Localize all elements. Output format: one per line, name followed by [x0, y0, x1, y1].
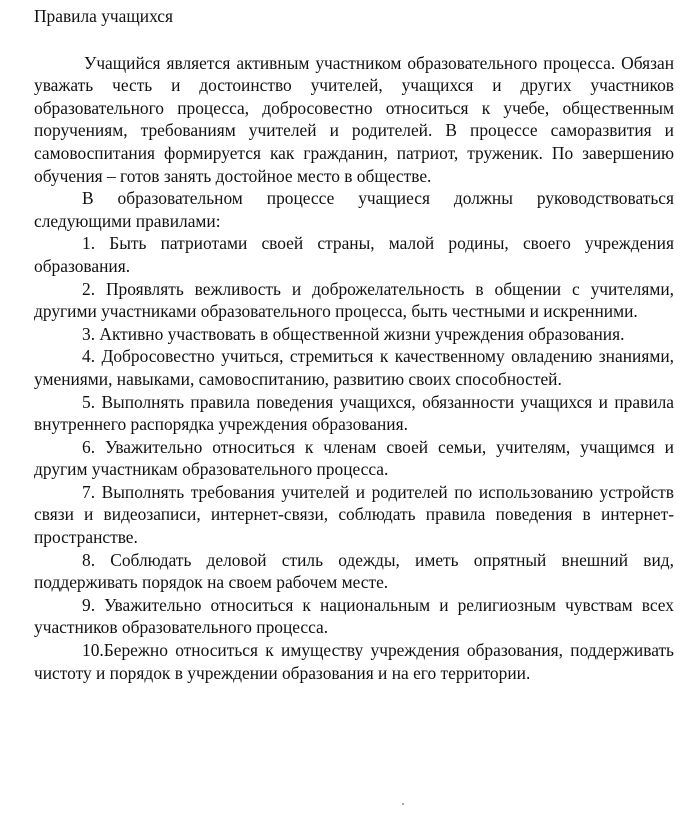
rule-item — [34, 345, 674, 390]
intro-paragraph: Учащийся является активным участником образовательного процесса. Обязан уважать честь и достоинство учителей, учащихся и других участников образовательного процесса, добросовестно относиться к учебе, общественным поручениям, требованиям учителей и родителей. В процессе саморазвития и самовоспитания формируется как гражданин, патриот, труженик. По завершению обучения – готов занять достойное место в обществе. — [34, 52, 674, 186]
rule-number: 3. — [82, 323, 96, 344]
rule-item — [34, 594, 674, 639]
rule-item — [34, 278, 674, 323]
rule-item — [34, 232, 674, 277]
rule-number: 5. — [82, 391, 96, 412]
rule-text: Выполнять требования учителей и родителей по использованию устройств связи и видеозаписи, интернет-связи, соблюдать правила поведения в интернет-пространстве. — [34, 481, 674, 548]
rule-number: 1. — [82, 233, 96, 254]
rule-number: 10. — [82, 640, 104, 661]
document-page — [34, 5, 674, 684]
rule-text: Соблюдать деловой стиль одежды, иметь опрятный внешний вид, поддерживать порядок на своем рабочем месте. — [34, 549, 674, 593]
rule-number: 4. — [82, 346, 96, 367]
rule-number: 7. — [82, 481, 96, 502]
rule-text: Уважительно относиться к членам своей семьи, учителям, учащимся и другим участникам образовательного процесса. — [34, 436, 674, 480]
rule-item — [34, 549, 674, 594]
rule-item — [34, 323, 674, 346]
rules-list — [34, 232, 674, 684]
scan-speck — [402, 803, 404, 805]
rule-text: Бережно относиться к имуществу учреждения образования, поддерживать чистоту и порядок в учреждении образования и на его территории. — [34, 640, 674, 683]
rule-item — [34, 639, 674, 684]
rule-text: Добросовестно учиться, стремиться к качественному овладению знаниями, умениями, навыками, самовоспитанию, развитию своих способностей. — [34, 346, 674, 389]
rule-text: Быть патриотами своей страны, малой родины, своего учреждения образования. — [34, 233, 674, 276]
rule-text: Активно участвовать в общественной жизни учреждения образования. — [99, 323, 625, 344]
document-title: Правила учащихся — [34, 6, 174, 26]
rule-text: Проявлять вежливость и доброжелательность в общении с учителями, другими участниками образовательного процесса, быть честными и искренними. — [34, 278, 674, 322]
rule-item — [34, 436, 674, 481]
rule-item — [34, 391, 674, 436]
rule-text: Уважительно относиться к национальным и религиозным чувствам всех участников образовательного процесса. — [34, 594, 674, 638]
rule-number: 2. — [82, 278, 96, 299]
rule-item — [34, 481, 674, 549]
lead-in-paragraph: В образовательном процессе учащиеся должны руководствоваться следующими правилами: — [34, 188, 674, 231]
rule-number: 8. — [82, 549, 96, 570]
rule-number: 9. — [82, 594, 96, 615]
rule-number: 6. — [82, 436, 96, 457]
rule-text: Выполнять правила поведения учащихся, обязанности учащихся и правила внутреннего распорядка учреждения образования. — [34, 391, 674, 435]
